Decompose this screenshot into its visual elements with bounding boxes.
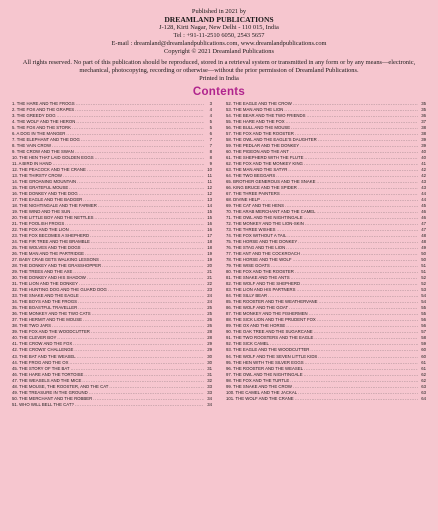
entry-title: 6. A DOG IN THE MANGER xyxy=(12,130,66,136)
entry-page-number: 61 xyxy=(421,359,426,365)
entry-title: 4. THE WOLF AND THE HERON xyxy=(12,118,76,124)
entry-title: 25. THE WOLVES AND THE DOGS xyxy=(12,245,81,251)
entry-page-number: 41 xyxy=(421,161,426,166)
entry-page-number: 12 xyxy=(207,185,212,191)
entry-page-number: 13 xyxy=(207,197,212,203)
entry-title: 57. THE FOX AND THE ROOSTER xyxy=(226,130,294,136)
entry-page-number: 55 xyxy=(421,311,426,317)
entry-page-number: 8 xyxy=(209,154,212,160)
entry-title: 26. THE MAN AND THE PARTRIDGE xyxy=(12,251,85,257)
entry-page-number: 63 xyxy=(421,383,426,389)
entry-page-number: 4 xyxy=(209,112,212,118)
entry-page-number: 22 xyxy=(207,281,212,287)
entry-page-number: 43 xyxy=(421,185,426,191)
entry-page-number: 17 xyxy=(207,233,212,239)
entry-title: 39. THE FOX AND THE WOODCUTTER xyxy=(12,329,90,335)
entry-title: 34. THE BOYS AND THE FROGS xyxy=(12,299,78,305)
entry-page-number: 48 xyxy=(421,239,426,245)
entry-page-number: 9 xyxy=(209,161,212,166)
entry-page-number: 58 xyxy=(421,335,426,341)
entry-title: 98. THE FOX AND THE TURTLE xyxy=(226,377,290,383)
entry-title: 21. THE FOOLISH FROGS xyxy=(12,221,65,227)
entry-page-number: 8 xyxy=(209,148,212,154)
entry-title: 18. THE NIGHTINGALE AND THE FARMER xyxy=(12,203,97,209)
entry-page-number: 54 xyxy=(421,293,426,299)
entry-title: 74. THE FOX WITHOUT A TAIL xyxy=(226,233,287,239)
entry-title: 30. THE DONKEY AND HIS SHADOW xyxy=(12,275,86,281)
entry-page-number: 26 xyxy=(207,323,212,329)
entry-page-number: 12 xyxy=(207,191,212,197)
entry-page-number: 25 xyxy=(207,305,212,311)
entry-title: 77. THE ANT AND THE COCKROACH xyxy=(226,251,301,257)
publisher-phone: Tel : +91-11-2510 6050, 2543 5657 xyxy=(173,32,265,40)
entry-page-number: 43 xyxy=(421,179,426,185)
entry-page-number: 50 xyxy=(421,257,426,263)
entry-page-number: 42 xyxy=(421,167,426,173)
entry-page-number: 15 xyxy=(207,209,212,215)
entry-page-number: 28 xyxy=(207,335,212,341)
entry-page-number: 39 xyxy=(421,142,426,148)
entry-page-number: 18 xyxy=(207,239,212,245)
entry-page-number: 18 xyxy=(207,245,212,251)
entry-page-number: 46 xyxy=(421,209,426,215)
entry-page-number: 44 xyxy=(421,191,426,197)
entry-title: 3. THE GREEDY DOG xyxy=(12,112,56,118)
entry-title: 83. THE LION AND HIS PARTNERS xyxy=(226,287,296,293)
entry-page-number: 55 xyxy=(421,305,426,311)
entry-page-number: 34 xyxy=(207,395,212,401)
entry-title: 97. THE OWL AND THE NIGHTINGALE xyxy=(226,371,303,377)
entry-page-number: 30 xyxy=(207,359,212,365)
entry-page-number: 10 xyxy=(207,167,212,173)
entry-title: 76. THE STAG AND THE LION xyxy=(226,245,286,251)
entry-page-number: 49 xyxy=(421,245,426,251)
entry-title: 51. WHO WILL BELL THE CAT? xyxy=(12,401,74,407)
entry-title: 53. THE MAN AND THE LION xyxy=(226,106,284,112)
entry-page-number: 63 xyxy=(421,389,426,395)
entry-page-number: 23 xyxy=(207,287,212,293)
entry-title: 42. THE CROWS' CHALLENGE xyxy=(12,347,74,353)
entry-title: 48. THE MOUSE, THE ROOSTER, AND THE CAT xyxy=(12,383,109,389)
entry-title: 61. THE SHEPHERD WITH THE FLUTE xyxy=(226,154,304,160)
entry-title: 70. THE ARAB MERCHANT AND THE CAMEL xyxy=(226,209,316,215)
entry-title: 95. THE HEN WITH THE SILVER EGGS xyxy=(226,359,304,365)
publisher-address: J-128, Kirti Nagar, New Delhi - 110 015, India xyxy=(159,24,279,32)
entry-title: 22. THE FOX AND THE LION xyxy=(12,227,69,233)
entry-title: 84. THE SILLY BEAR xyxy=(226,293,268,299)
contents-list xyxy=(10,101,428,408)
entry-page-number: 47 xyxy=(421,227,426,233)
entry-title: 55. THE HARE AND THE FOX xyxy=(226,118,285,124)
entry-title: 72. THE MONKEY AND THE LION-SKIN xyxy=(226,221,304,227)
entry-page-number: 19 xyxy=(207,257,212,263)
entry-page-number: 47 xyxy=(421,221,426,227)
entry-page-number: 52 xyxy=(421,281,426,287)
entry-title: 5. THE FOX AND THE STORK xyxy=(12,124,71,130)
entry-title: 60. THE PIGEON AND THE ANT xyxy=(226,148,289,154)
entry-title: 10. THE HEN THAT LAID GOLDEN EGGS xyxy=(12,154,94,160)
entry-title: 88. THE SICK LION AND THE PRUDENT FOX xyxy=(226,317,316,323)
entry-page-number: 62 xyxy=(421,377,426,383)
entry-title: 27. BABY CRAB GETS WALKING LESSONS xyxy=(12,257,99,263)
entry-title: 86. THE WOLF AND THE GOAT xyxy=(226,305,289,311)
entry-page-number: 57 xyxy=(421,329,426,335)
entry-title: 43. THE BAT AND THE WEASEL xyxy=(12,353,76,359)
dot-leader xyxy=(295,396,418,402)
entry-page-number: 29 xyxy=(207,341,212,347)
entry-title: 16. THE DONKEY AND THE DOG xyxy=(12,191,78,197)
entry-title: 62. THE FOX AND THE MONKEY KING xyxy=(226,161,303,166)
entry-title: 31. THE LION AND THE DONKEY xyxy=(12,281,78,287)
entry-page-number: 53 xyxy=(421,287,426,293)
entry-page-number: 21 xyxy=(207,269,212,275)
entry-page-number: 21 xyxy=(207,275,212,281)
entry-title: 68. DIVINE HELP xyxy=(226,197,260,203)
imprint-block xyxy=(10,8,428,57)
entry-title: 37. THE HERMIT AND THE MOUSE xyxy=(12,317,82,323)
entry-page-number: 14 xyxy=(207,203,212,209)
entry-title: 46. THE HARE AND THE TORTOISE xyxy=(12,371,84,377)
entry-page-number: 59 xyxy=(421,341,426,347)
entry-page-number: 62 xyxy=(421,371,426,377)
contents-heading: Contents xyxy=(192,85,246,98)
entry-page-number: 33 xyxy=(207,389,212,395)
entry-title: 90. THE OAK TREE AND THE SUGARCANE xyxy=(226,329,313,335)
entry-page-number: 29 xyxy=(207,347,212,353)
entry-page-number: 45 xyxy=(421,203,426,209)
entry-title: 65. BROTHER GENEROUS AND THE SNAKE xyxy=(226,179,316,185)
entry-title: 23. THE FOX BECOMES A SHEPHERD xyxy=(12,233,90,239)
entry-page-number: 19 xyxy=(207,251,212,257)
entry-title: 29. THE TREES AND THE AXE xyxy=(12,269,73,275)
printed-in: Printed in India xyxy=(199,74,239,82)
entry-title: 2. THE FOX AND THE GRAPES xyxy=(12,106,75,112)
entry-page-number: 38 xyxy=(421,124,426,130)
entry-page-number: 46 xyxy=(421,215,426,221)
entry-title: 56. THE BULL AND THE MOUSE xyxy=(226,124,291,130)
entry-page-number: 48 xyxy=(421,233,426,239)
entry-page-number: 40 xyxy=(421,148,426,154)
entry-page-number: 7 xyxy=(209,136,212,142)
entry-title: 47. THE WEASELS AND THE MICE xyxy=(12,377,82,383)
entry-page-number: 33 xyxy=(207,383,212,389)
entry-title: 58. THE OWL AND THE EAGLE'S DAUGHTER xyxy=(226,136,317,142)
entry-title: 38. THE TWO JARS xyxy=(12,323,51,329)
entry-title: 33. THE SNAKE AND THE EAGLE xyxy=(12,293,79,299)
entry-title: 93. THE EAGLE AND THE WOODCUTTER xyxy=(226,347,310,353)
copyright-line: Copyright © 2021 Dreamland Publications xyxy=(164,48,274,56)
entry-title: 69. THE CAT AND THE HENS xyxy=(226,203,284,209)
entry-title: 81. THE SNAKE AND THE ANTS xyxy=(226,275,290,281)
entry-page-number: 4 xyxy=(209,106,212,112)
entry-page-number: 28 xyxy=(207,329,212,335)
entry-page-number: 3 xyxy=(209,100,212,106)
entry-page-number: 31 xyxy=(207,371,212,377)
entry-title: 64. THE TWO BEGGARS xyxy=(226,173,276,179)
entry-title: 28. THE DONKEY AND THE GRASSHOPPER xyxy=(12,263,102,269)
entry-page-number: 60 xyxy=(421,347,426,353)
entry-page-number: 50 xyxy=(421,251,426,257)
entry-title: 35. THE BOASTFUL TRAVELLER xyxy=(12,305,78,311)
entry-page-number: 6 xyxy=(209,130,212,136)
contents-entry xyxy=(226,396,426,402)
entry-title: 63. THE MAN AND THE SATYR xyxy=(226,167,288,173)
published-line: Published in 2021 by xyxy=(191,8,247,15)
entry-title: 8. THE VAIN CROW xyxy=(12,142,51,148)
entry-title: 94. THE WOLF AND THE SEVEN LITTLE KIDS xyxy=(226,353,318,359)
entry-page-number: 26 xyxy=(207,317,212,323)
dot-leader xyxy=(75,402,204,408)
entry-page-number: 54 xyxy=(421,299,426,305)
entry-page-number: 56 xyxy=(421,323,426,329)
entry-page-number: 56 xyxy=(421,317,426,323)
entry-title: 89. THE OX AND THE HORSE xyxy=(226,323,286,329)
entry-title: 59. THE PEDLAR AND THE DONKEY xyxy=(226,142,300,148)
entry-page-number: 30 xyxy=(207,353,212,359)
entry-page-number: 25 xyxy=(207,311,212,317)
entry-title: 66. KING BRUCE AND THE SPIDER xyxy=(226,185,297,191)
entry-title: 13. THE THIRSTY CROW xyxy=(12,173,62,179)
entry-page-number: 11 xyxy=(207,173,212,179)
entry-title: 15. THE GRATEFUL MOUSE xyxy=(12,185,69,191)
entry-title: 41. THE CROW AND THE FOX xyxy=(12,341,73,347)
entry-page-number: 51 xyxy=(421,269,426,275)
entry-page-number: 5 xyxy=(209,118,212,124)
publisher-name: DREAMLAND PUBLICATIONS xyxy=(164,15,274,25)
entry-page-number: 15 xyxy=(207,215,212,221)
entry-title: 101. THE WOLF AND THE CRANE xyxy=(226,395,294,401)
entry-page-number: 35 xyxy=(421,100,426,106)
entry-title: 75. THE HORSE AND THE DONKEY xyxy=(226,239,298,245)
entry-title: 1. THE HARE AND THE FROGS xyxy=(12,100,75,106)
entry-title: 40. THE CLEVER BOY xyxy=(12,335,57,341)
entry-title: 80. THE FOX AND THE ROOSTER xyxy=(226,269,294,275)
entry-title: 71. THE OWL AND THE NIGHTINGALE xyxy=(226,215,303,221)
entry-page-number: 16 xyxy=(207,227,212,233)
contents-column-right xyxy=(226,101,426,408)
entry-title: 96. THE ROOSTER AND THE WEASEL xyxy=(226,365,303,371)
entry-page-number: 36 xyxy=(421,112,426,118)
entry-title: 78. THE HORSE AND THE WOLF xyxy=(226,257,292,263)
entry-title: 7. THE ELEPHANT AND THE DOG xyxy=(12,136,80,142)
contents-column-left xyxy=(12,101,212,408)
entry-page-number: 32 xyxy=(207,377,212,383)
entry-title: 79. THE WISE GOATS xyxy=(226,263,270,269)
entry-title: 91. THE TWO ROOSTERS AND THE EAGLE xyxy=(226,335,314,341)
entry-page-number: 44 xyxy=(421,197,426,203)
entry-page-number: 52 xyxy=(421,275,426,281)
entry-title: 67. THE THREE PAINTERS xyxy=(226,191,280,197)
entry-title: 44. THE FROG AND THE OX xyxy=(12,359,69,365)
entry-page-number: 61 xyxy=(421,365,426,371)
entry-title: 50. THE MERCHANT AND THE ROBBER xyxy=(12,395,93,401)
entry-page-number: 31 xyxy=(207,365,212,371)
entry-title: 87. THE MONKEY AND THE FISHERMEN xyxy=(226,311,308,317)
entry-page-number: 7 xyxy=(209,142,212,148)
entry-title: 82. THE WOLF AND THE SHEPHERD xyxy=(226,281,301,287)
entry-title: 85. THE ROOSTER AND THE WEATHERVANE xyxy=(226,299,318,305)
entry-title: 100. THE CAMEL AND THE JACKAL xyxy=(226,389,298,395)
entry-title: 32. THE HUNTING DOG AND THE GUARD DOG xyxy=(12,287,107,293)
entry-title: 24. THE FIR TREE AND THE BRAMBLE xyxy=(12,239,90,245)
entry-title: 49. THE TREASURE IN THE GROUND xyxy=(12,389,88,395)
entry-page-number: 51 xyxy=(421,263,426,269)
contents-entry xyxy=(12,402,212,408)
entry-page-number: 37 xyxy=(421,118,426,124)
entry-title: 73. THE THREE WISHES xyxy=(226,227,276,233)
entry-title: 9. THE CROW AND THE SWAN xyxy=(12,148,74,154)
entry-title: 17. THE EAGLE AND THE BADGER xyxy=(12,197,83,203)
entry-page-number: 39 xyxy=(421,136,426,142)
entry-page-number: 20 xyxy=(207,263,212,269)
entry-page-number: 38 xyxy=(421,130,426,136)
publisher-email-web: E-mail : dreamland@dreamlandpublications.com, www.dreamlandpublications.com xyxy=(111,40,327,48)
entry-title: 54. THE BEAR AND THE TWO FRIENDS xyxy=(226,112,306,118)
entry-title: 11. A BIRD IN HAND xyxy=(12,161,52,166)
entry-page-number: 16 xyxy=(207,221,212,227)
entry-title: 45. THE STORY OF THE BAT xyxy=(12,365,70,371)
entry-page-number: 64 xyxy=(421,395,426,401)
entry-title: 36. THE MONKEY AND THE TWO CATS xyxy=(12,311,91,317)
entry-title: 12. THE PEACOCK AND THE CRANE xyxy=(12,167,86,173)
entry-title: 99. THE SNAKE AND THE CROW xyxy=(226,383,292,389)
entry-title: 52. THE EAGLE AND THE CROW xyxy=(226,100,292,106)
entry-page-number: 40 xyxy=(421,154,426,160)
entry-page-number: 42 xyxy=(421,173,426,179)
entry-page-number: 34 xyxy=(207,401,212,407)
entry-page-number: 24 xyxy=(207,299,212,305)
entry-title: 14. THE GROANING MOUNTAIN xyxy=(12,179,77,185)
entry-title: 20. THE LITTLE BOY AND THE NETTLES xyxy=(12,215,94,221)
entry-page-number: 24 xyxy=(207,293,212,299)
entry-page-number: 35 xyxy=(421,106,426,112)
entry-page-number: 60 xyxy=(421,353,426,359)
rights-notice: All rights reserved. No part of this publication should be reproduced, stored in a retrieval system or transmitted in any form or by any means—electronic, mechanical, photocopying, recording or otherwise—without the prior permission of Dreamland Publications. xyxy=(22,58,416,74)
entry-title: 92. THE SICK CAMEL xyxy=(226,341,269,347)
entry-page-number: 11 xyxy=(207,179,212,185)
entry-title: 19. THE WIND AND THE SUN xyxy=(12,209,71,215)
entry-page-number: 5 xyxy=(209,124,212,130)
